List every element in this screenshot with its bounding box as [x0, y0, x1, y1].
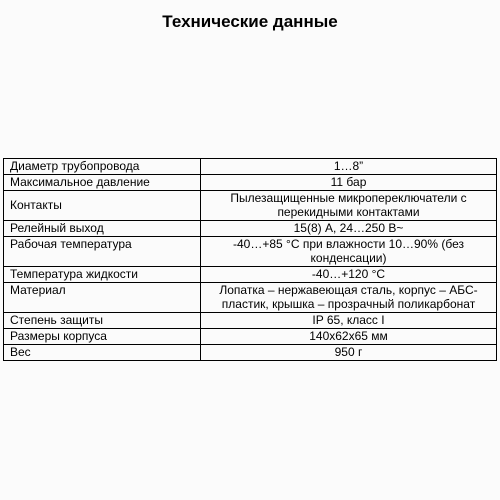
table-row [4, 283, 497, 313]
spec-label: Диаметр трубопровода [4, 159, 201, 175]
spec-label: Вес [4, 345, 201, 361]
spec-label: Материал [4, 283, 201, 313]
spec-label: Размеры корпуса [4, 329, 201, 345]
spec-value: -40…+120 °С [201, 267, 497, 283]
spec-value: -40…+85 °С при влажности 10…90% (без конденсации) [201, 237, 497, 267]
table-row [4, 191, 497, 221]
table-row [4, 221, 497, 237]
table-row [4, 313, 497, 329]
table-row [4, 329, 497, 345]
specs-table [3, 158, 497, 361]
table-row [4, 267, 497, 283]
table-row [4, 237, 497, 267]
spec-value: 950 г [201, 345, 497, 361]
spec-value: Лопатка – нержавеющая сталь, корпус – АБС-пластик, крышка – прозрачный поликарбонат [201, 283, 497, 313]
spec-label: Максимальное давление [4, 175, 201, 191]
spec-value: 1…8” [201, 159, 497, 175]
spec-label: Релейный выход [4, 221, 201, 237]
spec-value: 11 бар [201, 175, 497, 191]
table-row [4, 175, 497, 191]
table-row [4, 159, 497, 175]
spec-label: Рабочая температура [4, 237, 201, 267]
spec-value: Пылезащищенные микропереключатели с перекидными контактами [201, 191, 497, 221]
spec-label: Температура жидкости [4, 267, 201, 283]
table-row [4, 345, 497, 361]
spec-value: IP 65, класс I [201, 313, 497, 329]
spec-value: 140х62х65 мм [201, 329, 497, 345]
spec-value: 15(8) А, 24…250 В~ [201, 221, 497, 237]
spec-label: Контакты [4, 191, 201, 221]
spec-label: Степень защиты [4, 313, 201, 329]
page-title: Технические данные [162, 12, 338, 31]
